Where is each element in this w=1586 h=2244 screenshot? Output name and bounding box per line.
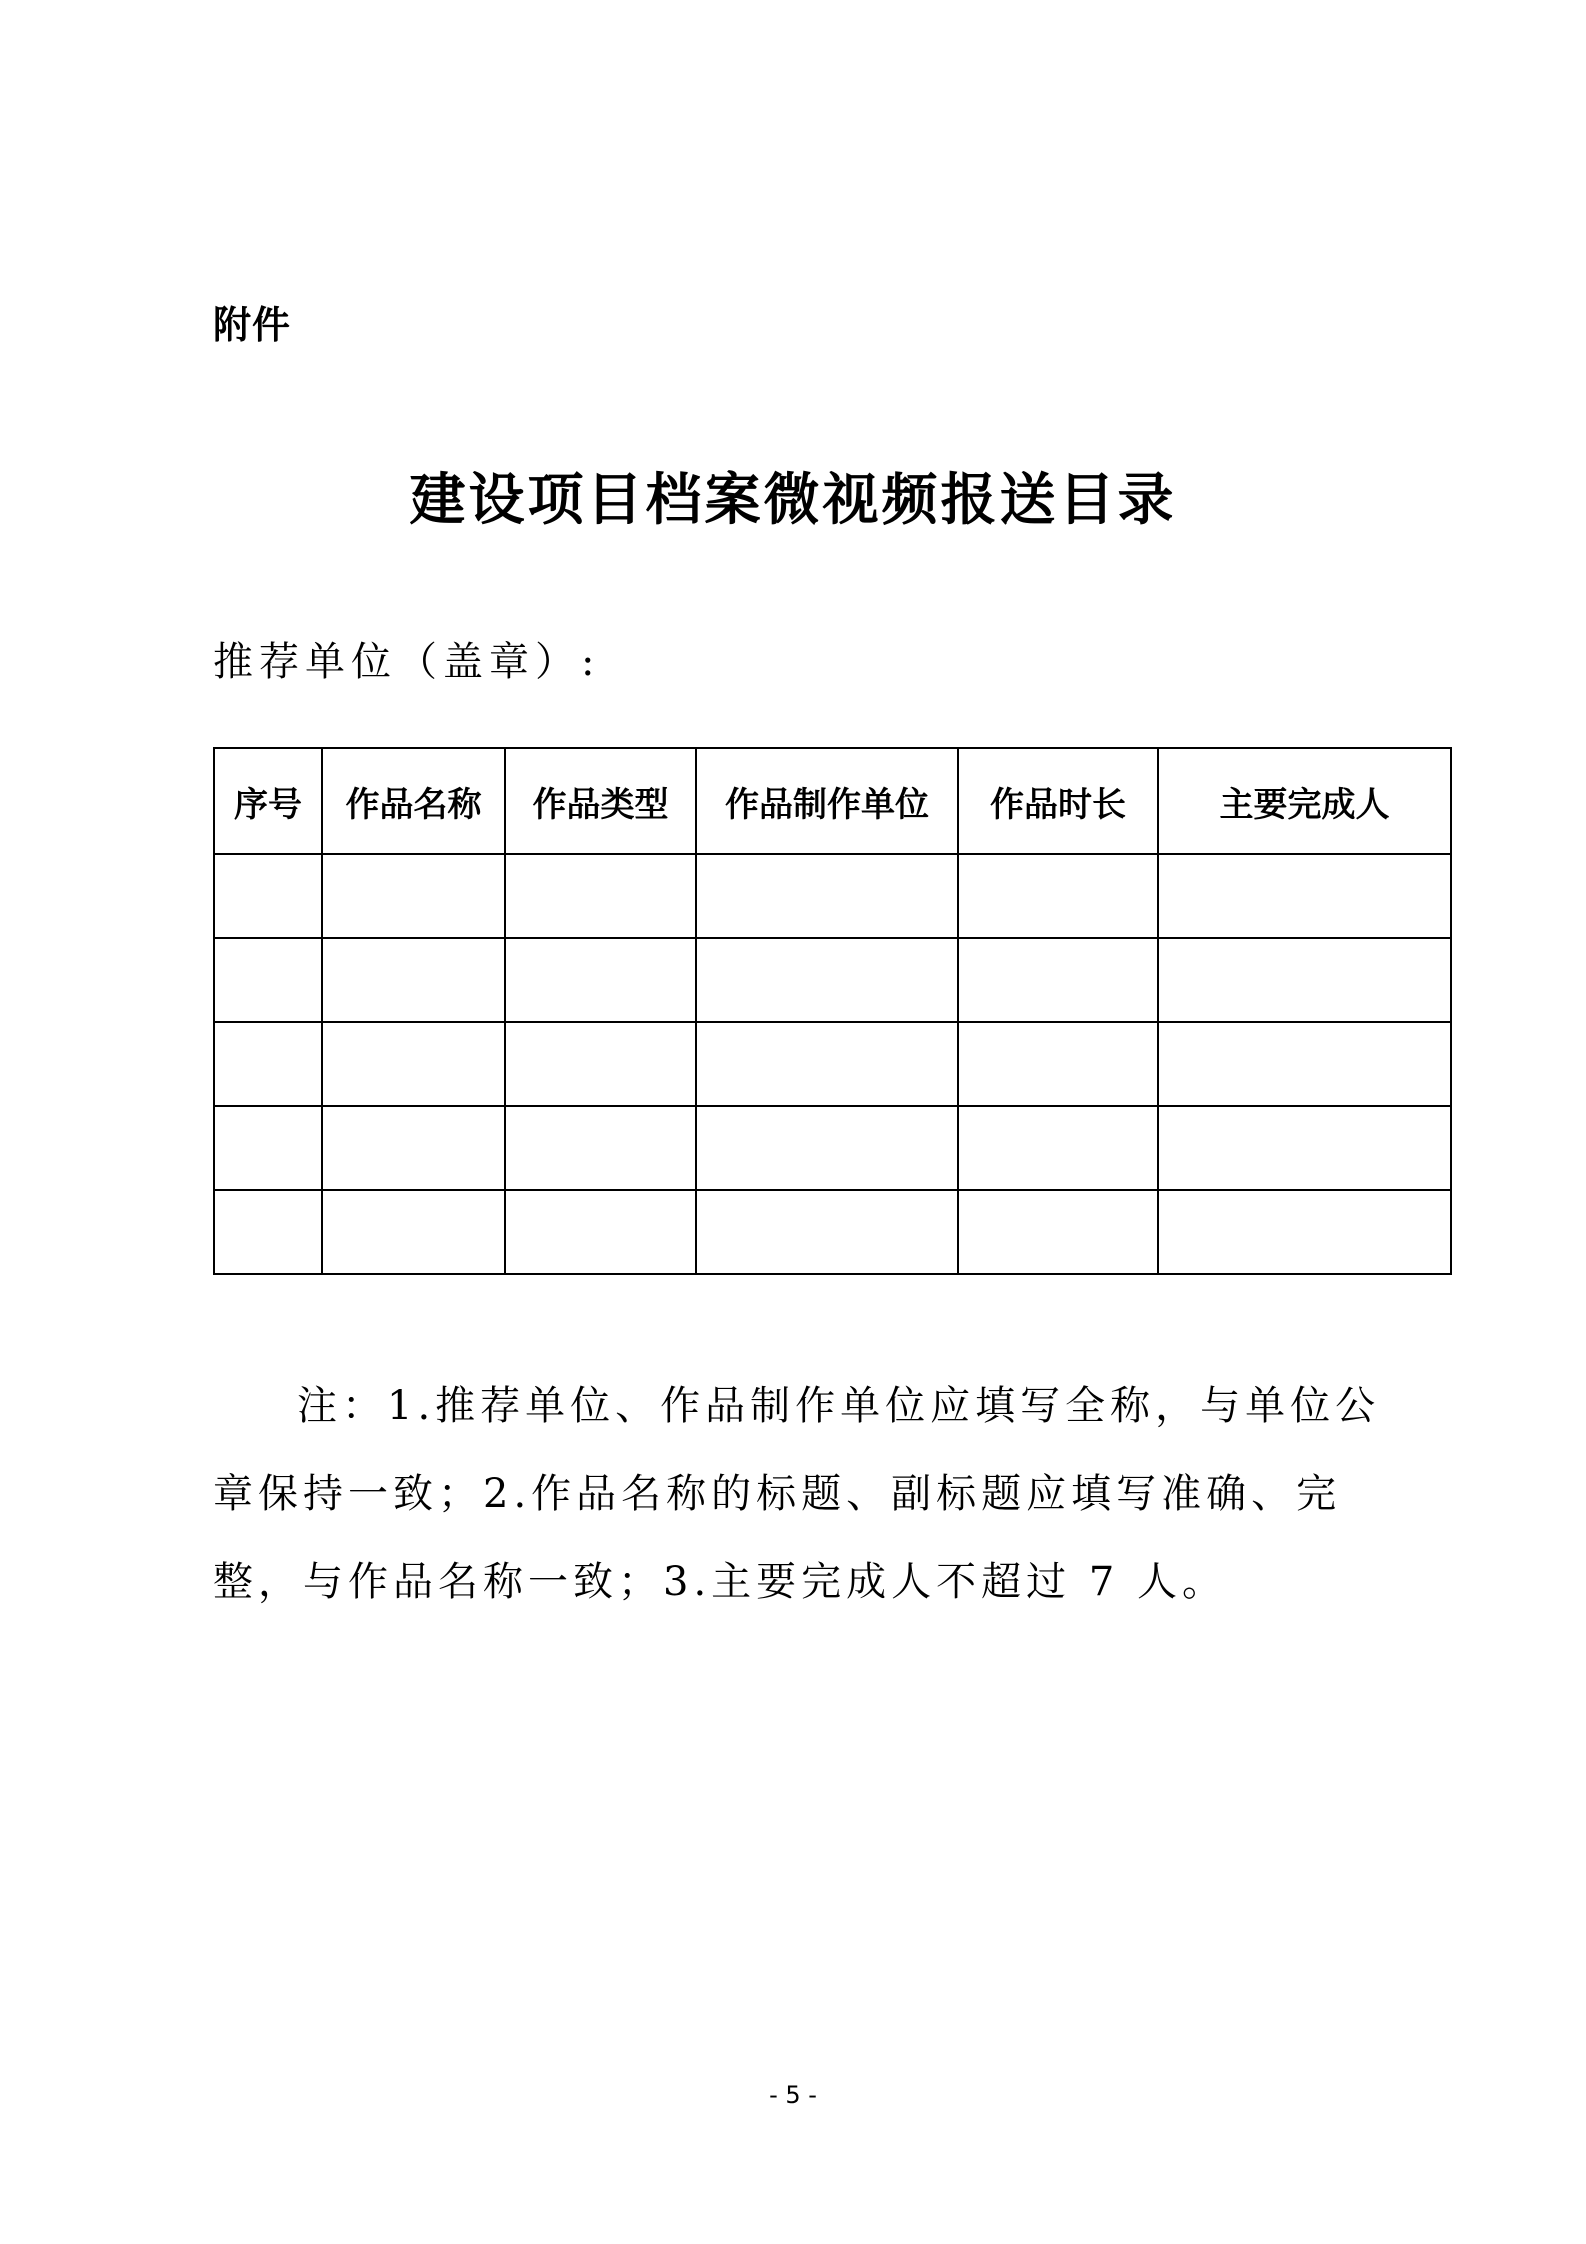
- table-cell: [696, 1022, 958, 1106]
- table-cell: [1158, 938, 1451, 1022]
- table-cell: [696, 854, 958, 938]
- table-row: [214, 1190, 1451, 1274]
- header-production-unit: 作品制作单位: [696, 748, 958, 854]
- table-cell: [322, 1106, 505, 1190]
- table-cell: [214, 854, 322, 938]
- table-cell: [322, 854, 505, 938]
- table-row: [214, 854, 1451, 938]
- table-row: [214, 938, 1451, 1022]
- submission-catalog-table: [213, 747, 1452, 1275]
- header-work-name: 作品名称: [322, 748, 505, 854]
- table-cell: [505, 1022, 696, 1106]
- table-cell: [322, 1190, 505, 1274]
- table-cell: [505, 1106, 696, 1190]
- page-number: - 5 -: [769, 2081, 817, 2109]
- table-cell: [1158, 1190, 1451, 1274]
- header-work-type: 作品类型: [505, 748, 696, 854]
- table-cell: [958, 1106, 1158, 1190]
- table-row: [214, 1022, 1451, 1106]
- table-cell: [322, 1022, 505, 1106]
- table-cell: [1158, 1022, 1451, 1106]
- header-main-contributors: 主要完成人: [1158, 748, 1451, 854]
- table-cell: [958, 1022, 1158, 1106]
- table-cell: [1158, 854, 1451, 938]
- table-row: [214, 1106, 1451, 1190]
- table-cell: [505, 1190, 696, 1274]
- table-cell: [505, 938, 696, 1022]
- table-cell: [505, 854, 696, 938]
- table-cell: [214, 1106, 322, 1190]
- table-header-row: [214, 748, 1451, 854]
- header-serial-number: 序号: [214, 748, 322, 854]
- table-cell: [1158, 1106, 1451, 1190]
- table-cell: [958, 938, 1158, 1022]
- header-work-duration: 作品时长: [958, 748, 1158, 854]
- attachment-label: 附件: [213, 303, 292, 347]
- table-cell: [958, 1190, 1158, 1274]
- note-paragraph: 注：1.推荐单位、作品制作单位应填写全称，与单位公章保持一致；2.作品名称的标题、副标题应填写准确、完整，与作品名称一致；3.主要完成人不超过 7 人。: [213, 1383, 1381, 1605]
- table-cell: [958, 854, 1158, 938]
- table-cell: [214, 938, 322, 1022]
- recommender-unit-label: 推荐单位（盖章）:: [213, 639, 601, 685]
- table-cell: [322, 938, 505, 1022]
- table-cell: [696, 1190, 958, 1274]
- table-cell: [696, 938, 958, 1022]
- table-cell: [214, 1022, 322, 1106]
- table-cell: [214, 1190, 322, 1274]
- document-title: 建设项目档案微视频报送目录: [409, 467, 1177, 533]
- table-cell: [696, 1106, 958, 1190]
